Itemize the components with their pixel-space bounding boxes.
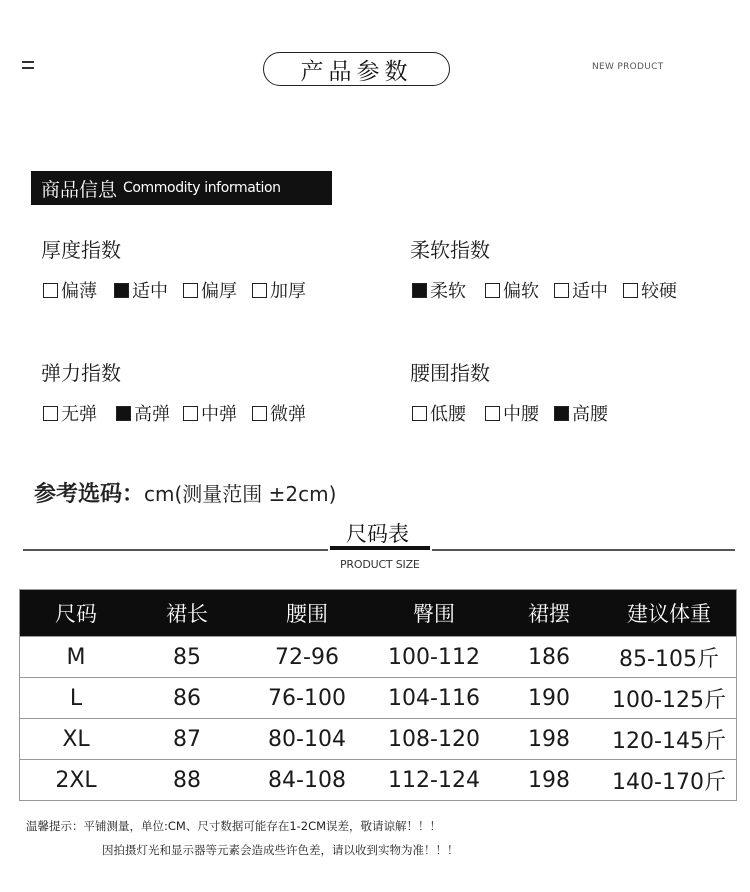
checkbox-checked-icon bbox=[116, 406, 131, 421]
checkbox-icon bbox=[183, 283, 198, 298]
size-chart-title: 尺码表 bbox=[346, 522, 409, 546]
option-thin: 偏薄 bbox=[43, 277, 97, 303]
table-cell: 120-145斤 bbox=[612, 728, 726, 754]
table-cell: 198 bbox=[528, 767, 570, 793]
thickness-index-title: 厚度指数 bbox=[41, 238, 121, 262]
option-slightly-soft: 偏软 bbox=[485, 277, 539, 303]
checkbox-icon bbox=[252, 283, 267, 298]
option-medium: 适中 bbox=[114, 277, 168, 303]
commodity-title-en: Commodity information bbox=[123, 180, 281, 196]
commodity-title-zh: 商品信息 bbox=[41, 178, 118, 201]
option-no-stretch: 无弹 bbox=[43, 400, 97, 426]
divider bbox=[23, 549, 328, 551]
option-hard: 较硬 bbox=[623, 277, 677, 303]
softness-options bbox=[412, 277, 677, 303]
table-cell: 108-120 bbox=[388, 726, 480, 752]
page-title: 产品参数 bbox=[263, 52, 450, 86]
header-cell: 尺码 bbox=[55, 602, 97, 626]
option-low-waist: 低腰 bbox=[412, 400, 466, 426]
checkbox-icon bbox=[485, 406, 500, 421]
table-row bbox=[20, 718, 736, 759]
option-thick: 偏厚 bbox=[183, 277, 237, 303]
option-medium-stretch: 中弹 bbox=[183, 400, 237, 426]
table-cell: 87 bbox=[173, 726, 201, 752]
table-cell: 80-104 bbox=[268, 726, 346, 752]
header-cell: 臀围 bbox=[413, 602, 455, 626]
table-cell: 104-116 bbox=[388, 685, 480, 711]
table-row bbox=[20, 759, 736, 800]
checkbox-icon bbox=[554, 283, 569, 298]
header-cell: 裙摆 bbox=[528, 602, 570, 626]
softness-index-title: 柔软指数 bbox=[410, 238, 490, 262]
table-cell: 85 bbox=[173, 644, 201, 670]
waist-index-title: 腰围指数 bbox=[410, 361, 490, 385]
table-cell: 100-112 bbox=[388, 644, 480, 670]
option-slight-stretch: 微弹 bbox=[252, 400, 306, 426]
checkbox-checked-icon bbox=[114, 283, 129, 298]
table-cell: 84-108 bbox=[268, 767, 346, 793]
option-high-stretch: 高弹 bbox=[116, 400, 170, 426]
checkbox-icon bbox=[485, 283, 500, 298]
table-cell: 100-125斤 bbox=[612, 687, 726, 713]
option-mid-waist: 中腰 bbox=[485, 400, 539, 426]
table-cell: 186 bbox=[528, 644, 570, 670]
checkbox-icon bbox=[623, 283, 638, 298]
table-cell: M bbox=[66, 644, 86, 670]
table-cell: 112-124 bbox=[388, 767, 480, 793]
option-extra-thick: 加厚 bbox=[252, 277, 306, 303]
divider-accent bbox=[330, 546, 430, 550]
table-cell: 190 bbox=[528, 685, 570, 711]
table-cell: XL bbox=[62, 726, 90, 752]
size-chart-subtitle: PRODUCT SIZE bbox=[340, 558, 420, 571]
thickness-options bbox=[43, 277, 306, 303]
option-high-waist: 高腰 bbox=[554, 400, 608, 426]
header-cell: 裙长 bbox=[166, 602, 208, 626]
table-cell: 88 bbox=[173, 767, 201, 793]
reference-note: cm(测量范围 ±2cm) bbox=[144, 482, 337, 506]
checkbox-checked-icon bbox=[554, 406, 569, 421]
size-reference bbox=[34, 477, 336, 508]
elasticity-index-title: 弹力指数 bbox=[41, 361, 121, 385]
table-row bbox=[20, 636, 736, 677]
color-note: 因拍摄灯光和显示器等元素会造成些许色差，请以收到实物为准！！！ bbox=[102, 843, 459, 857]
checkbox-icon bbox=[43, 283, 58, 298]
table-header bbox=[20, 590, 736, 636]
menu-icon[interactable] bbox=[22, 60, 34, 70]
tip-note: 温馨提示：平铺测量，单位:CM、尺寸数据可能存在1-2CM误差，敬请谅解！！！ bbox=[26, 819, 442, 833]
checkbox-icon bbox=[412, 406, 427, 421]
option-moderate: 适中 bbox=[554, 277, 608, 303]
checkbox-icon bbox=[252, 406, 267, 421]
table-cell: 72-96 bbox=[275, 644, 339, 670]
checkbox-icon bbox=[43, 406, 58, 421]
table-cell: 140-170斤 bbox=[612, 769, 726, 795]
checkbox-checked-icon bbox=[412, 283, 427, 298]
table-cell: L bbox=[69, 685, 83, 711]
table-cell: 86 bbox=[173, 685, 201, 711]
size-table bbox=[19, 589, 737, 801]
commodity-info-banner bbox=[31, 171, 332, 205]
elasticity-options bbox=[43, 400, 306, 426]
divider bbox=[432, 549, 735, 551]
checkbox-icon bbox=[183, 406, 198, 421]
option-soft: 柔软 bbox=[412, 277, 466, 303]
waist-options bbox=[412, 400, 608, 426]
table-cell: 76-100 bbox=[268, 685, 346, 711]
reference-label: 参考选码： bbox=[34, 482, 145, 507]
header-cell: 建议体重 bbox=[627, 602, 711, 626]
header-cell: 腰围 bbox=[286, 602, 328, 626]
table-cell: 2XL bbox=[55, 767, 97, 793]
table-cell: 198 bbox=[528, 726, 570, 752]
table-row bbox=[20, 677, 736, 718]
table-cell: 85-105斤 bbox=[619, 646, 719, 672]
new-product-label: NEW PRODUCT bbox=[592, 62, 664, 72]
